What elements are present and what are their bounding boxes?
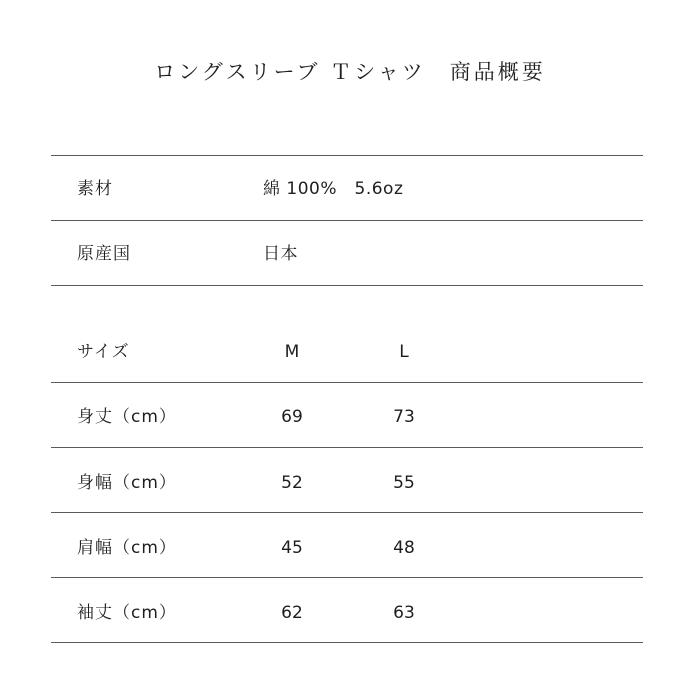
row-value-l: 63 [393, 603, 415, 623]
row-value-l: 73 [393, 407, 415, 427]
divider [51, 577, 643, 578]
divider [51, 642, 643, 643]
row-label: 身幅（cm） [77, 473, 177, 493]
divider [51, 220, 643, 221]
page-title: ロングスリーブ Ｔシャツ 商品概要 [154, 60, 546, 84]
size-header-label: サイズ [77, 342, 130, 362]
material-label: 素材 [77, 179, 113, 199]
row-value-l: 55 [393, 473, 415, 493]
row-value-m: 62 [281, 603, 303, 623]
row-label: 身丈（cm） [77, 407, 177, 427]
row-label: 袖丈（cm） [77, 603, 177, 623]
row-value-m: 69 [281, 407, 303, 427]
row-value-m: 45 [281, 538, 303, 558]
row-label: 肩幅（cm） [77, 538, 177, 558]
divider [51, 285, 643, 286]
divider [51, 512, 643, 513]
size-header-l: L [399, 342, 409, 362]
divider [51, 155, 643, 156]
divider [51, 447, 643, 448]
row-value-l: 48 [393, 538, 415, 558]
divider [51, 382, 643, 383]
origin-label: 原産国 [77, 244, 131, 264]
size-header-m: M [284, 342, 300, 362]
material-value: 綿 100% 5.6oz [263, 179, 404, 199]
origin-value: 日本 [263, 244, 298, 264]
row-value-m: 52 [281, 473, 303, 493]
